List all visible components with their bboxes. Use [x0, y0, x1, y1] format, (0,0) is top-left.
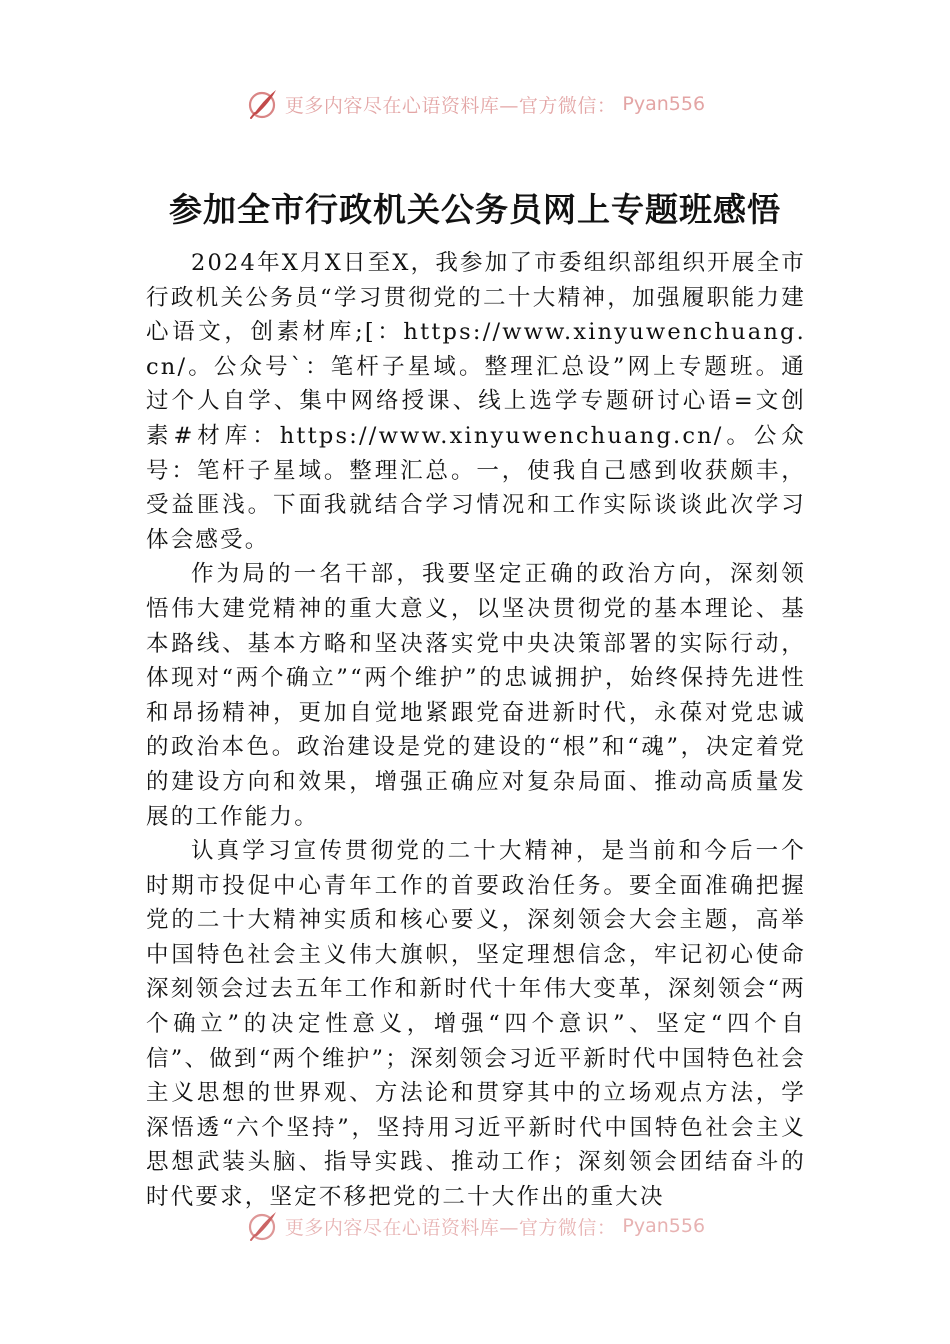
document-title: 参加全市行政机关公务员网上专题班感悟	[169, 190, 781, 229]
header-watermark	[0, 84, 950, 124]
paragraph-1: 2024年X月X日至X，我参加了市委组织部组织开展全市行政机关公务员“学习贯彻党的二十大精神，加强履职能力建心语文，创素材库;[：https://www.xinyuwenchuang.cn/。公众号`：笔杆子星域。整理汇总设”网上专题班。通过个人自学、集中网络授课、线上选学专题研讨心语=文创素#材库：https://www.xinyuwenchuang.cn/。公众号：笔杆子星域。整理汇总。一，使我自己感到收获颇丰，受益匪浅。下面我就结合学习情况和工作实际谈谈此次学习体会感受。	[146, 250, 806, 553]
quill-pen-logo-icon	[245, 1209, 279, 1243]
paragraph-3: 认真学习宣传贯彻党的二十大精神，是当前和今后一个时期市投促中心青年工作的首要政治任务。要全面准确把握党的二十大精神实质和核心要义，深刻领会大会主题，高举中国特色社会主义伟大旗帜，坚定理想信念，牢记初心使命深刻领会过去五年工作和新时代十年伟大变革，深刻领会“两个确立”的决定性意义，增强“四个意识”、坚定“四个自信”、做到“两个维护”；深刻领会习近平新时代中国特色社会主义思想的世界观、方法论和贯穿其中的立场观点方法，学深悟透“六个坚持”，坚持用习近平新时代中国特色社会主义思想武装头脑、指导实践、推动工作；深刻领会团结奋斗的时代要求，坚定不移把党的二十大作出的重大决	[146, 838, 806, 1211]
document-body	[146, 246, 806, 1216]
watermark-wechat-id: Pyan556	[622, 1215, 706, 1237]
watermark-wechat-id: Pyan556	[622, 93, 706, 115]
quill-pen-logo-icon	[245, 87, 279, 121]
footer-watermark	[0, 1206, 950, 1246]
paragraph-2: 作为局的一名干部，我要坚定正确的政治方向，深刻领悟伟大建党精神的重大意义，以坚决贯彻党的基本理论、基本路线、基本方略和坚决落实党中央决策部署的实际行动，体现对“两个确立”“两个维护”的忠诚拥护，始终保持先进性和昂扬精神，更加自觉地紧跟党奋进新时代，永葆对党忠诚的政治本色。政治建设是党的建设的“根”和“魂”，决定着党的建设方向和效果，增强正确应对复杂局面、推动高质量发展的工作能力。	[146, 561, 806, 830]
watermark-text: 更多内容尽在心语资料库—官方微信：	[284, 1216, 617, 1239]
watermark-text: 更多内容尽在心语资料库—官方微信：	[284, 94, 617, 117]
